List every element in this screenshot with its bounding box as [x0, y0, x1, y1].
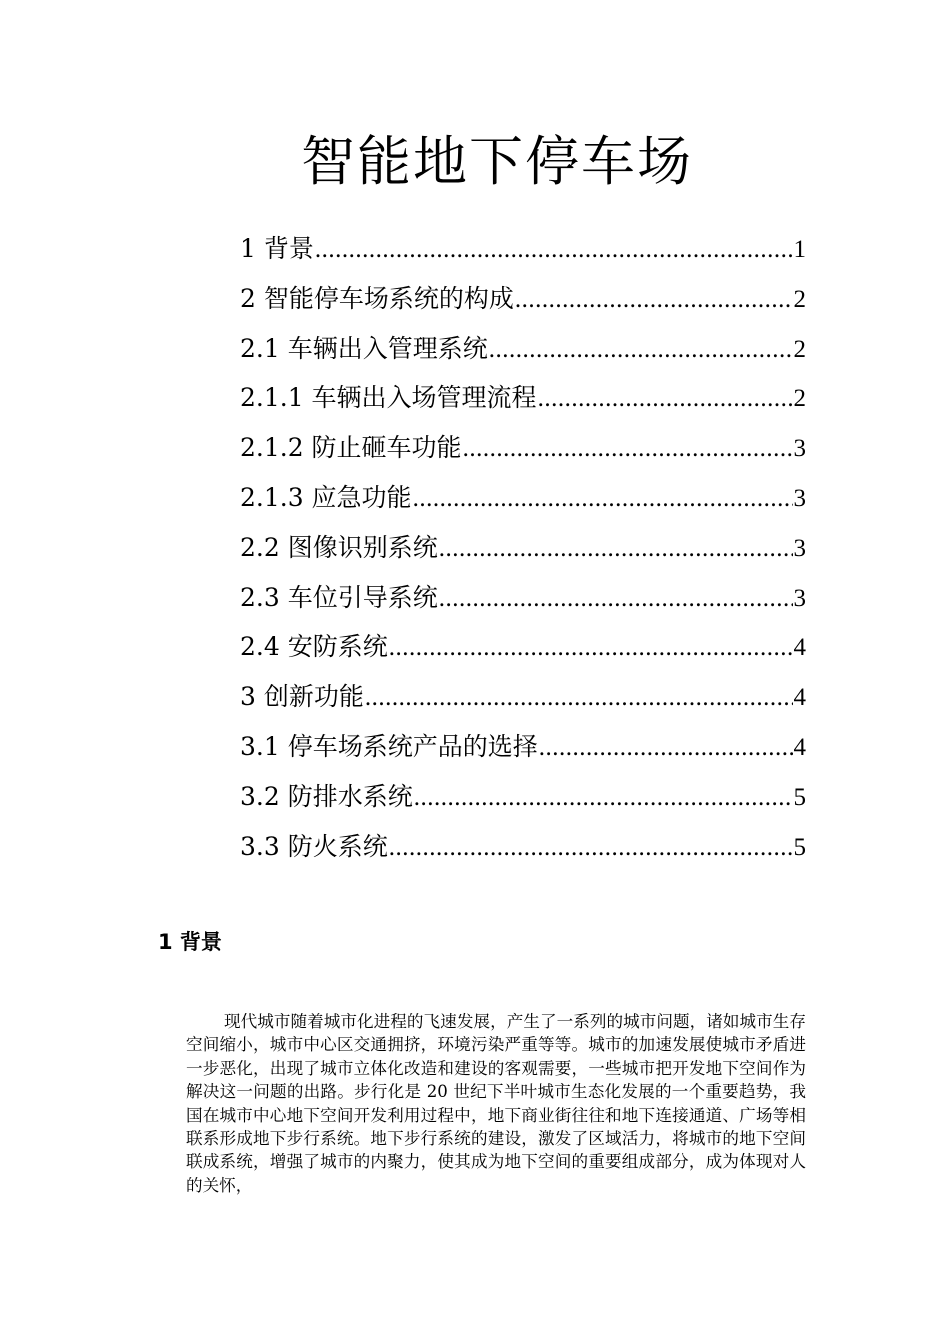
toc-page-number: 4 — [793, 684, 806, 712]
toc-entry[interactable] — [240, 722, 806, 772]
toc-dot-leader — [538, 374, 793, 424]
toc-entry-label: 3.3 防火系统 — [240, 831, 388, 861]
toc-entry[interactable] — [240, 373, 806, 423]
toc-entry[interactable] — [240, 224, 806, 274]
toc-dot-leader — [539, 723, 793, 773]
toc-page-number: 3 — [793, 584, 806, 612]
toc-entry-label: 3 创新功能 — [240, 682, 364, 712]
toc-entry-label: 2.1.1 车辆出入场管理流程 — [240, 383, 537, 413]
toc-page-number: 1 — [793, 236, 806, 263]
toc-entry-label: 2 智能停车场系统的构成 — [240, 283, 514, 313]
toc-entry[interactable] — [240, 523, 806, 573]
toc-entry-label: 2.1.2 防止砸车功能 — [240, 433, 462, 463]
table-of-contents — [240, 224, 806, 871]
toc-entry-label: 1 背景 — [240, 234, 314, 263]
toc-dot-leader — [414, 773, 793, 823]
toc-entry-label: 2.2 图像识别系统 — [240, 532, 438, 562]
toc-entry[interactable] — [240, 622, 806, 672]
toc-dot-leader — [439, 524, 793, 574]
toc-dot-leader — [489, 325, 793, 375]
toc-dot-leader — [389, 823, 793, 873]
toc-dot-leader — [365, 673, 793, 723]
toc-dot-leader — [389, 623, 793, 673]
toc-entry-label: 3.1 停车场系统产品的选择 — [240, 731, 538, 761]
toc-entry-label: 2.3 车位引导系统 — [240, 582, 438, 612]
toc-entry[interactable] — [240, 672, 806, 722]
body-paragraph: 现代城市随着城市化进程的飞速发展，产生了一系列的城市问题，诸如城市生存空间缩小，城市中心区交通拥挤，环境污染严重等等。城市的加速发展使城市矛盾进一步恶化，出现了城市立体化改造和建设的客观需要，一些城市把开发地下空间作为解决这一问题的出路。步行化是 20 世纪下半叶城市生态化发展的一个重要趋势，我国在城市中心地下空间开发利用过程中，地下商业街往往和地下连接通道、广场等相联系形成地下步行系统。地下步行系统的建设，激发了区域活力，将城市的地下空间联成系统，增强了城市的内聚力，使其成为地下空间的重要组成部分，成为体现对人的关怀， — [186, 1012, 806, 1195]
toc-page-number: 2 — [793, 385, 806, 413]
toc-entry-label: 2.4 安防系统 — [240, 632, 388, 662]
toc-page-number: 5 — [793, 833, 806, 861]
toc-dot-leader — [515, 275, 793, 325]
section-heading: 1 背景 — [158, 930, 222, 954]
toc-page-number: 2 — [793, 335, 806, 363]
toc-entry[interactable] — [240, 274, 806, 324]
toc-dot-leader — [439, 574, 793, 624]
toc-entry[interactable] — [240, 772, 806, 822]
toc-dot-leader — [463, 424, 793, 474]
toc-page-number: 5 — [793, 783, 806, 811]
toc-page-number: 3 — [793, 435, 806, 463]
toc-dot-leader — [413, 474, 793, 524]
toc-dot-leader — [315, 225, 793, 275]
toc-page-number: 4 — [793, 634, 806, 662]
toc-entry[interactable] — [240, 324, 806, 374]
toc-entry[interactable] — [240, 573, 806, 623]
toc-entry[interactable] — [240, 473, 806, 523]
toc-page-number: 3 — [793, 534, 806, 562]
toc-page-number: 3 — [793, 484, 806, 512]
document-title: 智能地下停车场 — [301, 130, 693, 193]
toc-page-number: 2 — [793, 285, 806, 313]
toc-entry-label: 2.1.3 应急功能 — [240, 482, 412, 512]
toc-entry-label: 3.2 防排水系统 — [240, 781, 413, 811]
toc-entry[interactable] — [240, 423, 806, 473]
toc-entry[interactable] — [240, 822, 806, 872]
toc-entry-label: 2.1 车辆出入管理系统 — [240, 333, 488, 363]
toc-page-number: 4 — [793, 733, 806, 761]
